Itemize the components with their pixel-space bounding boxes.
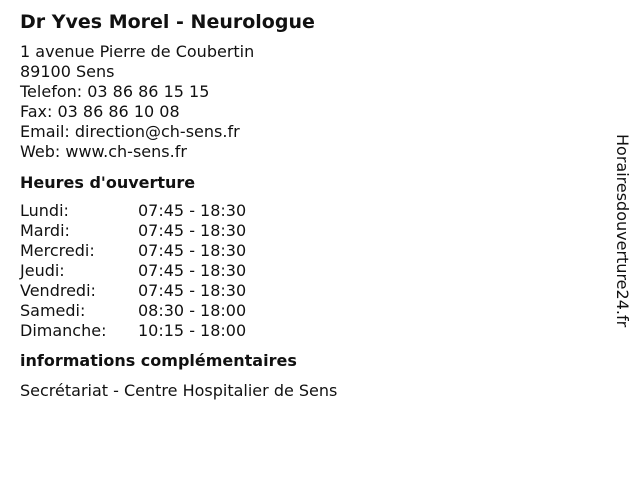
hours-row [20, 281, 246, 301]
day-label: Dimanche: [20, 321, 107, 340]
additional-info-heading: informations complémentaires [20, 351, 297, 370]
time-range: 08:30 - 18:00 [138, 301, 247, 320]
hours-row [20, 221, 246, 241]
time-range: 07:45 - 18:30 [138, 241, 247, 260]
brand-watermark: Horairesdouverture24.fr [613, 134, 632, 328]
time-range: 07:45 - 18:30 [138, 221, 247, 240]
business-card [20, 8, 580, 401]
address-street: 1 avenue Pierre de Coubertin [20, 42, 255, 61]
day-label: Mercredi: [20, 241, 95, 260]
day-label: Vendredi: [20, 281, 96, 300]
hours-row [20, 301, 246, 321]
day-label: Mardi: [20, 221, 70, 240]
time-range: 07:45 - 18:30 [138, 261, 247, 280]
time-range: 10:15 - 18:00 [138, 321, 247, 340]
hours-row [20, 261, 246, 281]
web-line: Web: www.ch-sens.fr [20, 142, 187, 161]
fax-line: Fax: 03 86 86 10 08 [20, 102, 180, 121]
opening-hours-heading: Heures d'ouverture [20, 173, 196, 192]
address-city: 89100 Sens [20, 62, 115, 81]
hours-row [20, 241, 246, 261]
hours-row [20, 321, 246, 341]
email-line: Email: direction@ch-sens.fr [20, 122, 240, 141]
page-title: Dr Yves Morel - Neurologue [20, 11, 315, 33]
time-range: 07:45 - 18:30 [138, 201, 247, 220]
day-label: Lundi: [20, 201, 69, 220]
day-label: Jeudi: [20, 261, 65, 280]
opening-hours-table [20, 201, 246, 341]
additional-info-text: Secrétariat - Centre Hospitalier de Sens [20, 381, 338, 400]
phone-line: Telefon: 03 86 86 15 15 [20, 82, 210, 101]
time-range: 07:45 - 18:30 [138, 281, 247, 300]
day-label: Samedi: [20, 301, 86, 320]
hours-row [20, 201, 246, 221]
